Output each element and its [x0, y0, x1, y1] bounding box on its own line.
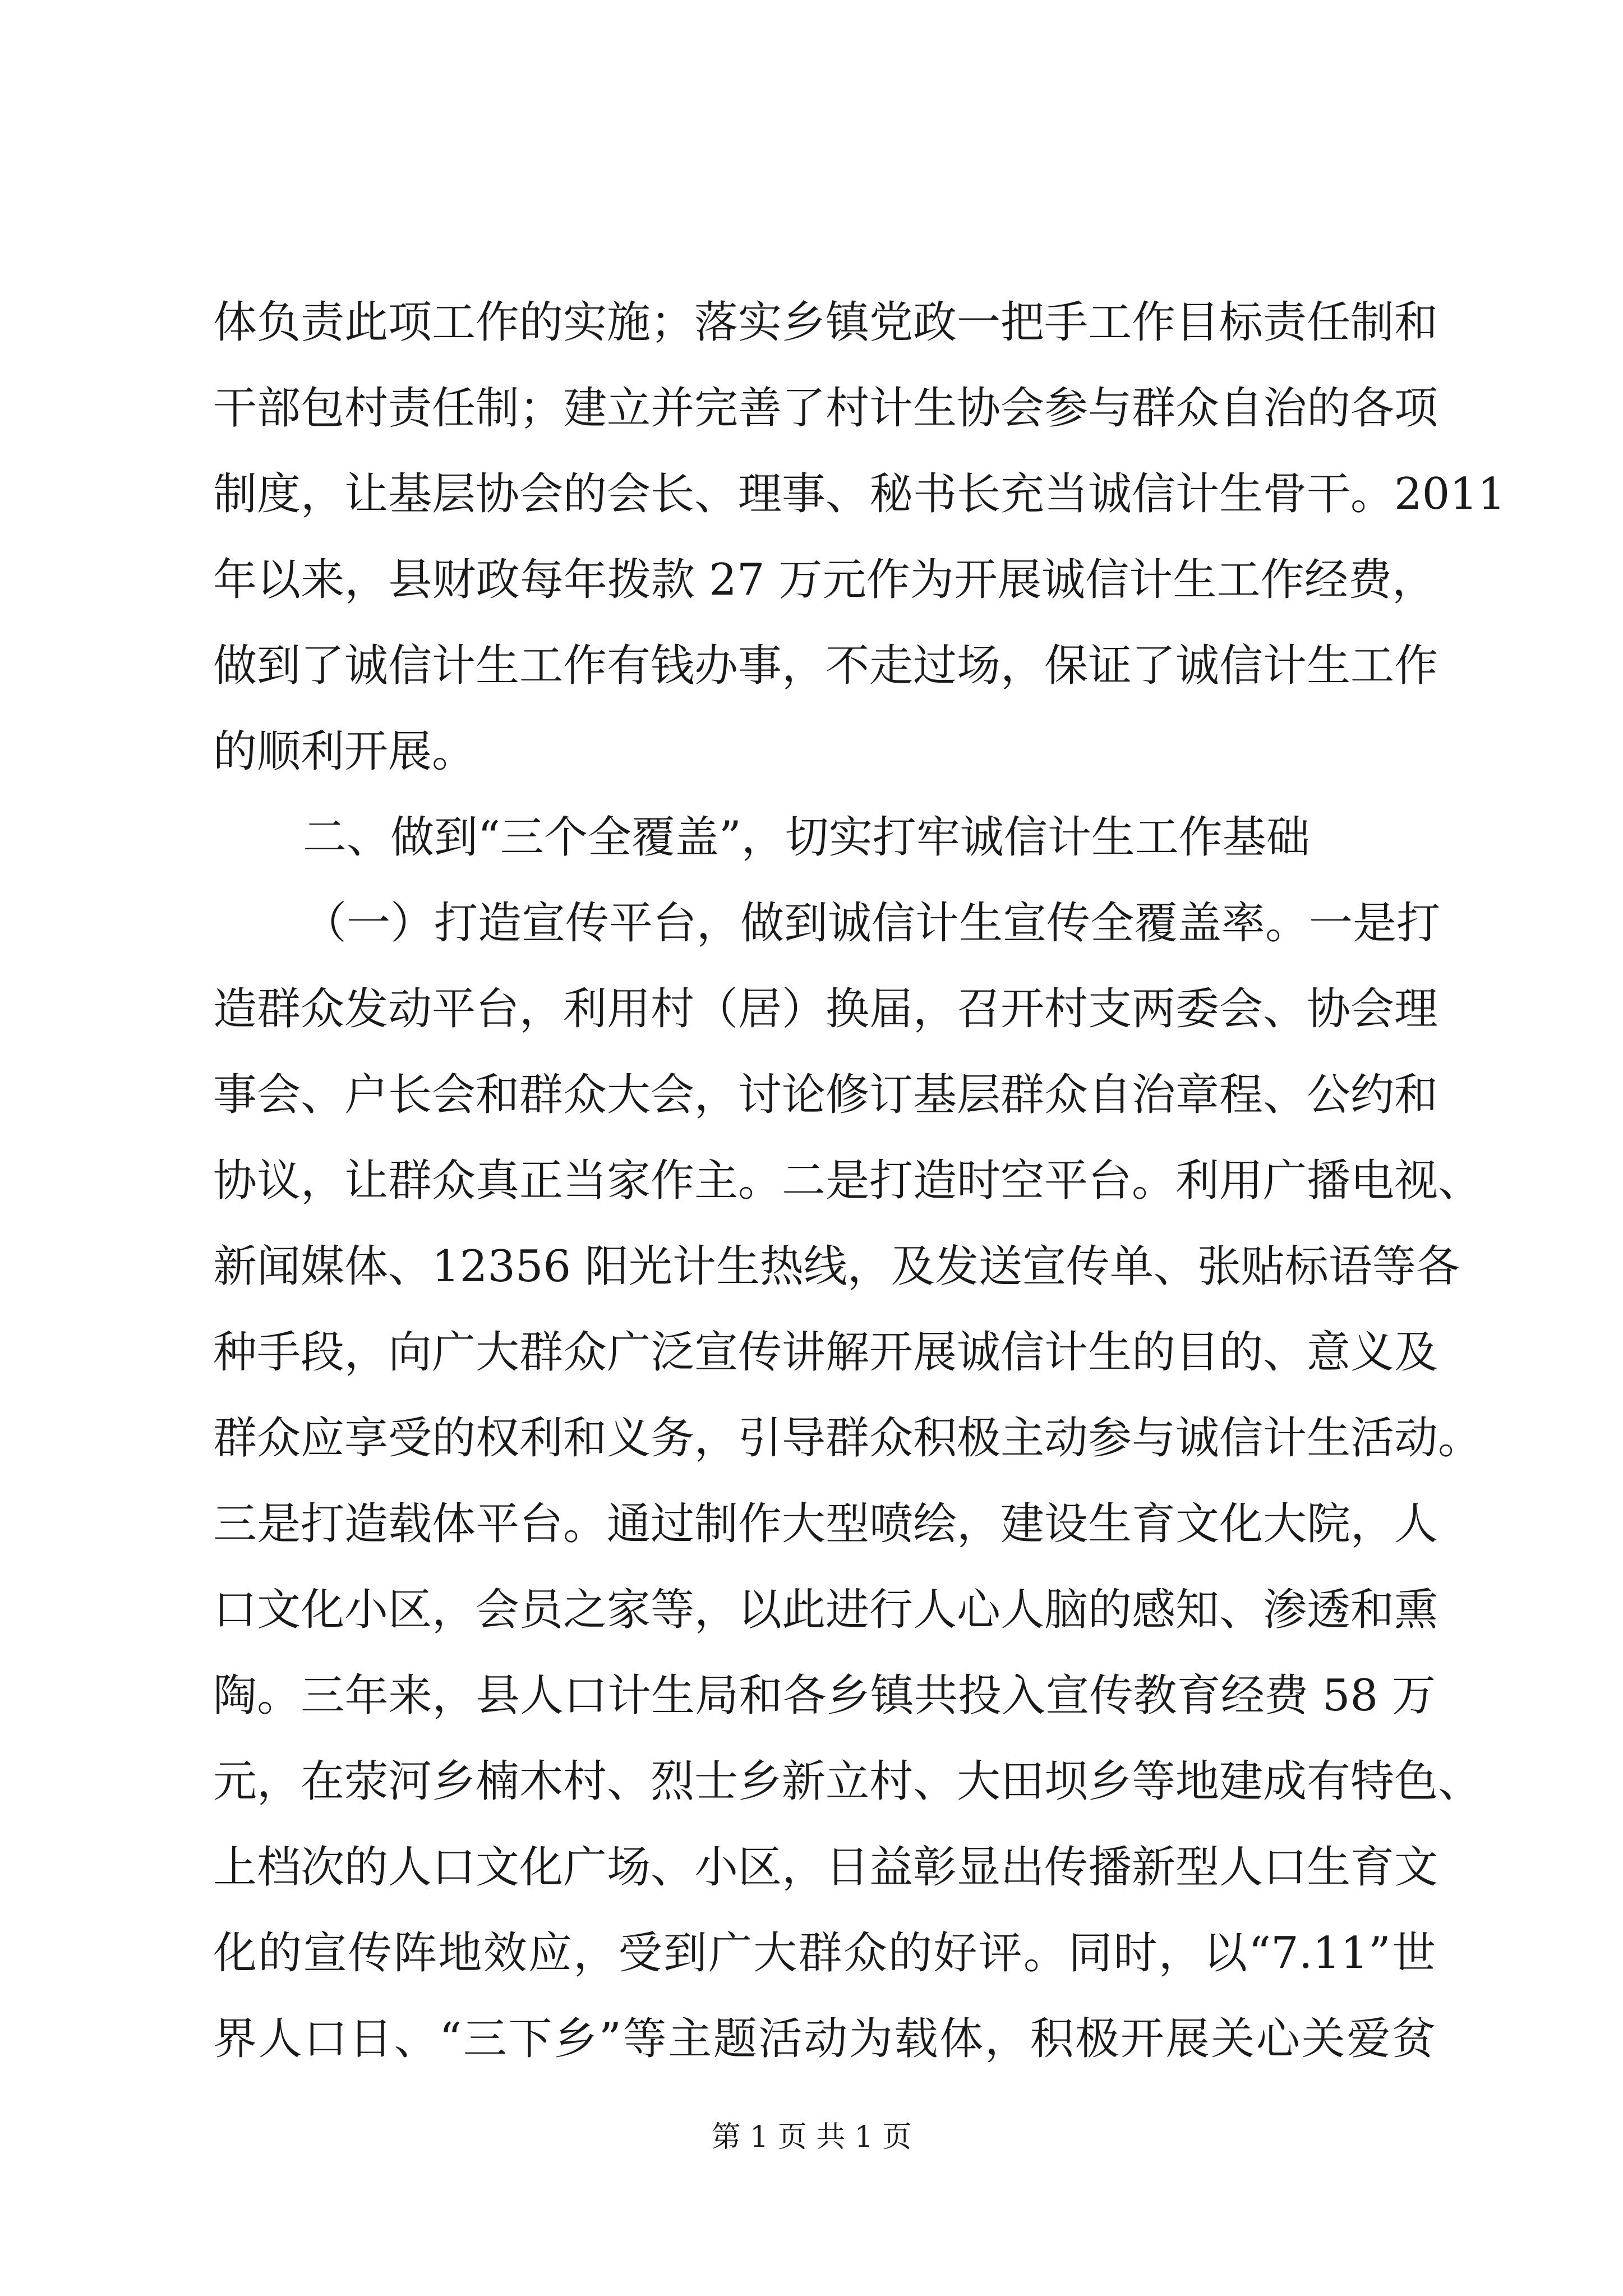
paragraph-line: 造群众发动平台，利用村（居）换届，召开村支两委会、协会理	[213, 984, 1438, 1034]
paragraph-line: 年以来，县财政每年拨款 27 万元作为开展诚信计生工作经费，	[213, 555, 1436, 605]
paragraph-line: 事会、户长会和群众大会，讨论修订基层群众自治章程、公约和	[213, 1070, 1438, 1120]
paragraph-line: 协议，让群众真正当家作主。二是打造时空平台。利用广播电视、	[213, 1156, 1482, 1206]
paragraph-line: （一）打造宣传平台，做到诚信计生宣传全覆盖率。一是打	[303, 898, 1441, 949]
paragraph-line: 的顺利开展。	[213, 726, 476, 777]
paragraph-line: 三是打造载体平台。通过制作大型喷绘，建设生育文化大院，人	[213, 1499, 1438, 1549]
paragraph-line: 口文化小区，会员之家等，以此进行人心人脑的感知、渗透和熏	[213, 1585, 1438, 1635]
section-heading: 二、做到“三个全覆盖”，切实打牢诚信计生工作基础	[303, 812, 1310, 863]
paragraph-line: 群众应享受的权利和义务，引导群众积极主动参与诚信计生活动。	[213, 1413, 1482, 1464]
paragraph-line: 元，在荥河乡楠木村、烈士乡新立村、大田坝乡等地建成有特色、	[213, 1756, 1482, 1807]
paragraph-line: 种手段，向广大群众广泛宣传讲解开展诚信计生的目的、意义及	[213, 1327, 1438, 1378]
paragraph-line: 制度，让基层协会的会长、理事、秘书长充当诚信计生骨干。2011	[213, 469, 1506, 519]
paragraph-line: 界人口日、“三下乡”等主题活动为载体，积极开展关心关爱贫	[213, 2014, 1436, 2064]
paragraph-line: 做到了诚信计生工作有钱办事，不走过场，保证了诚信计生工作	[213, 641, 1438, 691]
paragraph-line: 体负责此项工作的实施；落实乡镇党政一把手工作目标责任制和	[213, 297, 1438, 348]
paragraph-line: 陶。三年来，县人口计生局和各乡镇共投入宣传教育经费 58 万	[213, 1671, 1436, 1721]
paragraph-line: 干部包村责任制；建立并完善了村计生协会参与群众自治的各项	[213, 383, 1438, 434]
paragraph-line: 化的宣传阵地效应，受到广大群众的好评。同时，以“7.11”世	[213, 1928, 1436, 1978]
paragraph-line: 上档次的人口文化广场、小区，日益彰显出传播新型人口生育文	[213, 1842, 1438, 1893]
page-footer: 第 1 页 共 1 页	[711, 2120, 912, 2154]
paragraph-line: 新闻媒体、12356 阳光计生热线，及发送宣传单、张贴标语等各	[213, 1241, 1460, 1292]
